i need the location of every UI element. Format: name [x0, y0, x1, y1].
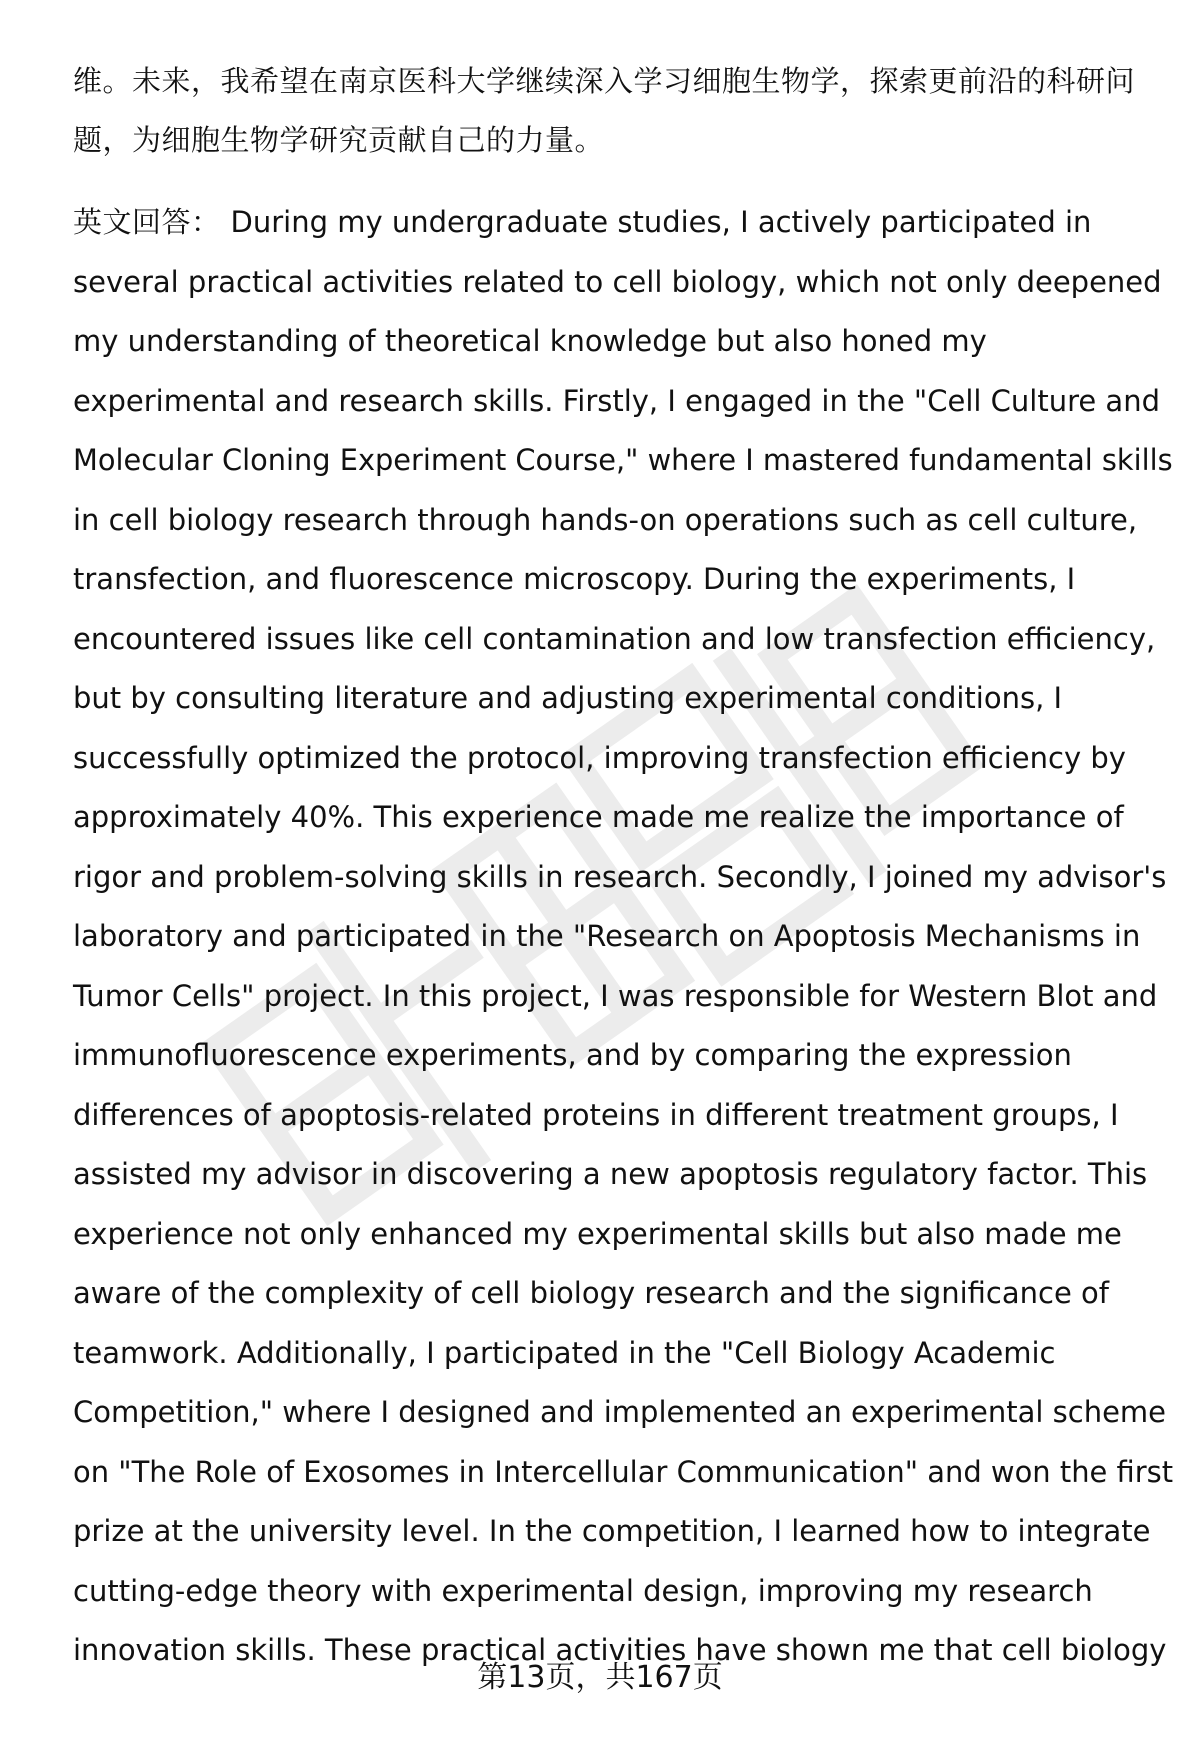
english-line: transfection, and fluorescence microscopy. During the experiments, I — [73, 562, 1076, 596]
page-number-footer: 第13页，共167页 — [477, 1660, 723, 1695]
english-line: in cell biology research through hands-on operations such as cell culture, — [73, 502, 1138, 537]
english-line: on "The Role of Exosomes in Intercellular Communication" and won the first — [73, 1454, 1174, 1489]
chinese-paragraph — [73, 52, 1153, 170]
english-line: experience not only enhanced my experimental skills but also made me — [73, 1216, 1122, 1251]
english-line: cutting-edge theory with experimental design, improving my research — [73, 1573, 1093, 1608]
english-answer-label: 英文回答： — [73, 205, 221, 239]
english-line: my understanding of theoretical knowledge but also honed my — [73, 324, 987, 358]
english-line: aware of the complexity of cell biology research and the significance of — [73, 1276, 1109, 1310]
english-answer-first-line — [73, 193, 1153, 253]
chinese-line: 题，为细胞生物学研究贡献自己的力量。 — [73, 123, 605, 157]
english-line: Tumor Cells" project. In this project, I was responsible for Western Blot and — [73, 978, 1158, 1013]
chinese-line: 维。未来，我希望在南京医科大学继续深入学习细胞生物学，探索更前沿的科研问 — [73, 64, 1136, 98]
english-line: Competition," where I designed and implemented an experimental scheme — [73, 1395, 1167, 1429]
english-line: several practical activities related to cell biology, which not only deepened — [73, 264, 1162, 299]
english-line: rigor and problem-solving skills in research. Secondly, I joined my advisor's — [73, 859, 1167, 894]
english-line: assisted my advisor in discovering a new apoptosis regulatory factor. This — [73, 1157, 1148, 1191]
english-line: approximately 40%. This experience made me realize the importance of — [73, 800, 1124, 834]
english-line: encountered issues like cell contamination and low transfection efficiency, — [73, 621, 1156, 656]
english-line: but by consulting literature and adjusting experimental conditions, I — [73, 681, 1063, 715]
english-line: prize at the university level. In the competition, I learned how to integrate — [73, 1514, 1151, 1548]
english-line: laboratory and participated in the "Research on Apoptosis Mechanisms in — [73, 919, 1141, 953]
main-content — [73, 52, 1174, 1681]
english-line: innovation skills. These practical activities have shown me that cell biology — [73, 1633, 1167, 1667]
english-line: experimental and research skills. Firstly, I engaged in the "Cell Culture and — [73, 383, 1160, 418]
english-line: differences of apoptosis-related proteins in different treatment groups, I — [73, 1097, 1119, 1132]
english-line: immunofluorescence experiments, and by comparing the expression — [73, 1038, 1072, 1072]
english-line: During my undergraduate studies, I actively participated in — [230, 205, 1092, 239]
english-line: Molecular Cloning Experiment Course," where I mastered fundamental skills — [73, 443, 1173, 477]
english-answer-paragraph — [73, 193, 1174, 1681]
english-line: teamwork. Additionally, I participated in the "Cell Biology Academic — [73, 1335, 1056, 1370]
english-line: successfully optimized the protocol, improving transfection efficiency by — [73, 740, 1126, 775]
